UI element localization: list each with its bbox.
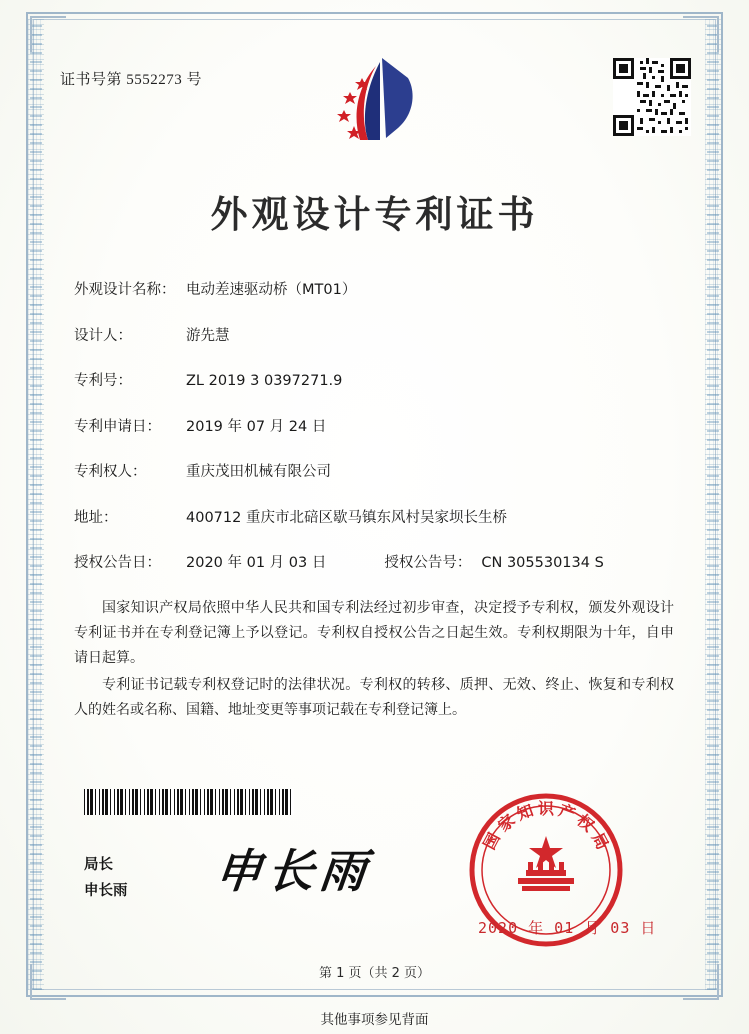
field-row-patentee xyxy=(74,460,674,481)
field-label: 专利号： xyxy=(74,373,132,389)
field-label: 地址： xyxy=(74,509,118,526)
field-value: 重庆茂田机械有限公司 xyxy=(186,464,331,480)
field-row-address xyxy=(74,506,674,527)
field-value: 游先慧 xyxy=(186,327,230,344)
decorative-band-right xyxy=(705,19,721,990)
svg-text:局: 局 xyxy=(588,829,613,853)
field-label-grant-date: 授权公告日： xyxy=(74,555,161,571)
legal-text xyxy=(74,596,674,725)
field-label: 专利申请日： xyxy=(74,418,161,435)
field-label: 设计人： xyxy=(74,327,132,344)
svg-text:家: 家 xyxy=(494,810,519,836)
field-value-grant-date: 2020 年 01 月 03 日 xyxy=(186,555,327,571)
field-row-patent-number xyxy=(74,369,674,390)
field-value-grant-number: CN 305530134 S xyxy=(481,555,604,571)
field-label: 专利权人： xyxy=(74,464,147,480)
legal-paragraph-1: 国家知识产权局依照中华人民共和国专利法经过初步审查，决定授予专利权，颁发外观设计专利证书并在专利登记簿上予以登记。专利权自授权公告之日起生效。专利权期限为十年，自申请日起算。 xyxy=(74,600,674,666)
svg-text:知: 知 xyxy=(514,800,536,824)
barcode-icon xyxy=(84,789,294,815)
signature-labels xyxy=(84,852,128,904)
legal-paragraph-2: 专利证书记载专利权登记时的法律状况。专利权的转移、质押、无效、终止、恢复和专利权人的姓名或名称、国籍、地址变更等事项记载在专利登记簿上。 xyxy=(74,677,674,718)
svg-text:产: 产 xyxy=(556,800,578,824)
svg-text:权: 权 xyxy=(573,810,598,836)
handwritten-signature: 申长雨 xyxy=(212,846,375,897)
corner-ornament-top-right xyxy=(683,16,719,52)
certificate-number: 证书号第 5552273 号 xyxy=(60,72,203,88)
field-row-grant-announcement xyxy=(74,551,674,572)
field-value: 2019 年 07 月 24 日 xyxy=(186,418,327,435)
seal-date: 2020 年 01 月 03 日 xyxy=(478,919,657,937)
field-label-grant-number: 授权公告号： xyxy=(384,555,472,571)
page-title: 外观设计专利证书 xyxy=(210,193,539,236)
footnote: 其他事项参见背面 xyxy=(320,1012,429,1028)
field-row-design-name xyxy=(74,278,674,299)
field-row-application-date xyxy=(74,415,674,436)
svg-text:识: 识 xyxy=(537,799,555,818)
director-title-label: 局长 xyxy=(84,857,113,873)
field-value: 电动差速驱动桥（MT01） xyxy=(186,282,357,298)
qr-code-icon xyxy=(613,58,691,136)
field-value: ZL 2019 3 0397271.9 xyxy=(186,373,343,389)
field-list xyxy=(74,278,674,597)
decorative-band-left xyxy=(28,19,44,990)
svg-text:国: 国 xyxy=(479,829,504,853)
director-name-label: 申长雨 xyxy=(84,883,128,899)
field-row-designer xyxy=(74,324,674,345)
field-label: 外观设计名称： xyxy=(74,282,176,298)
field-value: 400712 重庆市北碚区歇马镇东风村吴家坝长生桥 xyxy=(186,509,507,526)
page-number: 第 1 页（共 2 页） xyxy=(318,966,431,981)
corner-ornament-top-left xyxy=(30,16,66,52)
cnipa-emblem-icon xyxy=(324,52,434,157)
